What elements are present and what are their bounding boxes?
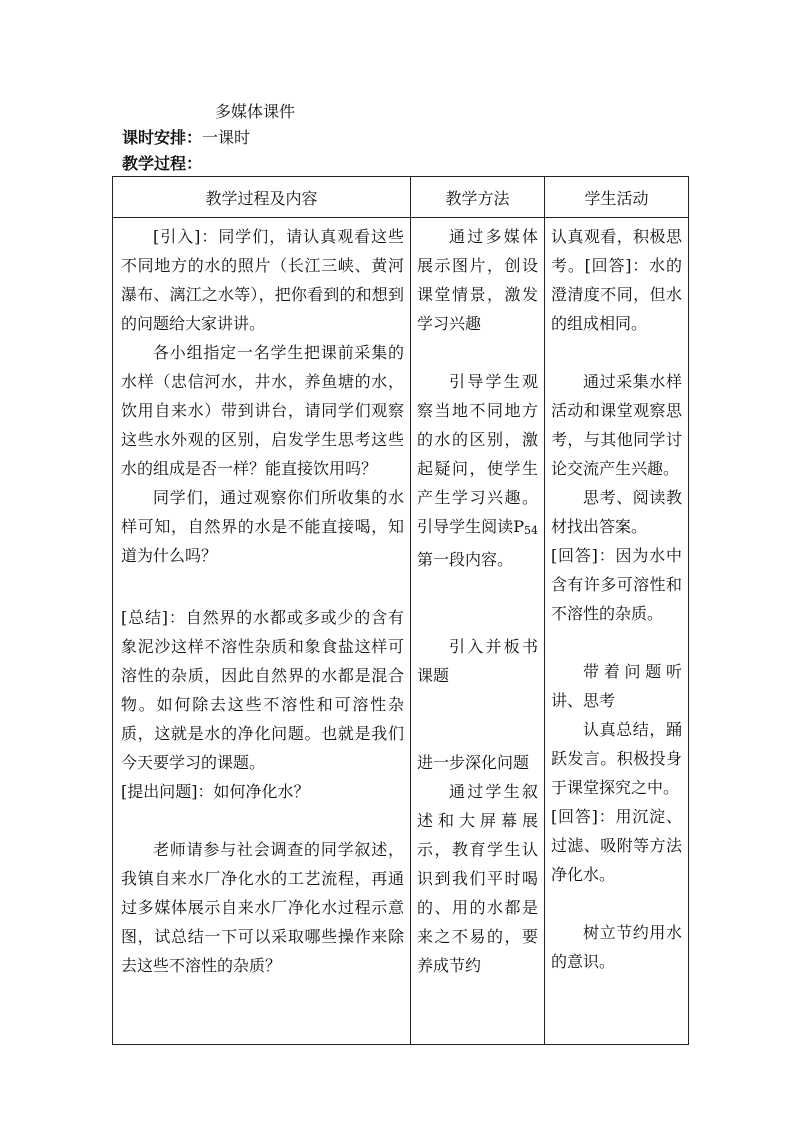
activity-watch: 认真观看，积极思考。[回答]：水的澄清度不同，但水的组成相同。	[551, 227, 682, 333]
content-survey: 老师请参与社会调查的同学叙述，我镇自来水厂净化水的工艺流程，再通过多媒体展示自来水厂净化水过程示意图，试总结一下可以采取哪些操作来除去这些不溶性的杂质？	[121, 840, 404, 975]
method-guide-text-end: 第一段内容。	[417, 550, 514, 569]
column-header-method: 教学方法	[411, 177, 545, 218]
content-intro: [引入]：同学们，请认真观看这些不同地方的水的照片（长江三峡、黄河瀑布、漓江之水等），把你看到的和想到的问题给大家讲讲。	[121, 227, 404, 333]
method-guide-page: 54	[524, 524, 538, 537]
activity-save-water: 树立节约用水的意识。	[551, 923, 682, 971]
activity-answer-2: [回答]：用沉淀、过滤、吸附等方法净化水。	[551, 807, 682, 884]
activity-read: 思考、阅读教材找出答案。	[551, 488, 682, 536]
activity-summary: 认真总结，踊跃发言。积极投身于课堂探究之中。	[551, 720, 682, 797]
method-intro: 通过多媒体展示图片，创设课堂情景，激发学习兴趣	[417, 227, 538, 333]
schedule-value: 一课时	[202, 128, 251, 147]
content-sampling: 各小组指定一名学生把课前采集的水样（忠信河水，井水，养鱼塘的水，饮用自来水）带到讲台，请同学们观察这些水外观的区别，启发学生思考这些水的组成是否一样？能直接饮用吗？	[121, 343, 404, 478]
content-question: 同学们，通过观察你们所收集的水样可知，自然界的水是不能直接喝，知道为什么吗？	[121, 488, 404, 565]
header-line-1: 多媒体课件	[215, 102, 296, 121]
process-label: 教学过程：	[122, 154, 203, 173]
table-body-row	[113, 218, 689, 1045]
method-guide-text: 引导学生观察当地不同地方的水的区别，激起疑问，使学生产生学习兴趣。引导学生阅读P	[417, 372, 538, 536]
lesson-table	[112, 176, 689, 1045]
table-header-row	[113, 177, 689, 218]
content-summary: [总结]：自然界的水都或多或少的含有象泥沙这样不溶性杂质和象食盐这样可溶性的杂质，因此自然界的水都是混合物。如何除去这些不溶性和可溶性杂质，这就是水的净化问题。也就是我们今天要学习的课题。	[121, 608, 404, 772]
activity-listen: 带着问题听讲、思考	[551, 662, 682, 710]
method-deepen: 进一步深化问题	[417, 753, 530, 772]
method-guide	[417, 367, 538, 574]
column-header-activity: 学生活动	[545, 177, 689, 218]
content-cell	[113, 218, 411, 1045]
activity-answer-1: [回答]：因为水中含有许多可溶性和不溶性的杂质。	[551, 546, 682, 623]
activity-sampling: 通过采集水样活动和课堂观察思考，与其他同学讨论交流产生兴趣。	[551, 372, 682, 478]
schedule-line	[122, 127, 250, 149]
schedule-label: 课时安排：	[122, 128, 203, 147]
column-header-content: 教学过程及内容	[113, 177, 411, 218]
activity-cell	[545, 218, 689, 1045]
content-raise-question: [提出问题]：如何净化水？	[121, 782, 310, 801]
method-topic: 引入并板书课题	[417, 637, 538, 685]
method-education: 通过学生叙述和大屏幕展示，教育学生认识到我们平时喝的、用的水都是来之不易的，要养成节约	[417, 782, 538, 975]
method-cell	[411, 218, 545, 1045]
